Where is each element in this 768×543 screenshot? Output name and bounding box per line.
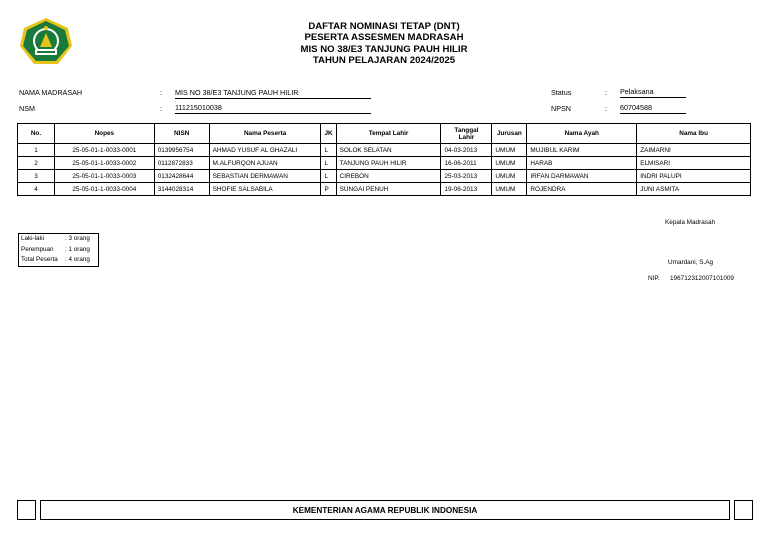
table-cell: UMUM [492, 183, 527, 196]
total-label: Total Peserta [21, 256, 58, 263]
table-cell: SUNGAI PENUH [336, 183, 441, 196]
title-line-3: MIS NO 38/E3 TANJUNG PAUH HILIR [300, 43, 468, 55]
table-cell: 25-05-01-1-0033-0004 [54, 183, 154, 196]
table-cell: 19-06-2013 [441, 183, 492, 196]
footer-left-box [17, 500, 36, 520]
female-count: : 1 orang [65, 245, 90, 253]
table-cell: INDRI PALUPI [637, 170, 751, 183]
summary-row-total [21, 255, 96, 266]
total-count: : 4 orang [65, 256, 90, 263]
table-cell: 4 [18, 183, 55, 196]
table-cell: ELMISARI [637, 157, 751, 170]
male-label: Laki-laki [21, 235, 45, 242]
column-header: JK [321, 124, 336, 144]
status-label: Status [551, 88, 572, 97]
kemenag-logo [18, 16, 74, 68]
summary-row-female [21, 245, 96, 256]
table-cell: UMUM [492, 170, 527, 183]
table-cell: 25-03-2013 [441, 170, 492, 183]
table-cell: IRFAN DARMAWAN [527, 170, 637, 183]
title-line-1: DAFTAR NOMINASI TETAP (DNT) [308, 21, 460, 32]
table-cell: L [321, 157, 336, 170]
nip-label: NIP. [648, 275, 660, 282]
document-title [230, 21, 538, 66]
table-cell: ROJENDRA [527, 183, 637, 196]
footer-text: KEMENTERIAN AGAMA REPUBLIK INDONESIA [292, 505, 478, 515]
colon: : [160, 104, 162, 113]
table-cell: 0132428644 [154, 170, 209, 183]
column-header: Nopes [54, 124, 154, 144]
nip-value: 196712312007101009 [670, 275, 734, 282]
table-row [18, 183, 751, 196]
table-cell: 16-06-2011 [441, 157, 492, 170]
title-line-4: TAHUN PELAJARAN 2024/2025 [312, 54, 456, 66]
table-cell: SOLOK SELATAN [336, 144, 441, 157]
table-row [18, 144, 751, 157]
table-cell: 25-05-01-1-0033-0003 [54, 170, 154, 183]
gender-summary-box [18, 233, 99, 267]
table-cell: 3 [18, 170, 55, 183]
column-header: NISN [154, 124, 209, 144]
male-count: : 3 orang [65, 235, 90, 242]
table-cell: SEBASTIAN DERMAWAN [209, 170, 321, 183]
table-cell: P [321, 183, 336, 196]
table-cell: 25-05-01-1-0033-0002 [54, 157, 154, 170]
table-row [18, 157, 751, 170]
column-header: Nama Ibu [637, 124, 751, 144]
table-header-row [18, 124, 751, 144]
npsn-label: NPSN [551, 104, 571, 113]
status-value: Pelaksana [620, 87, 686, 98]
table-cell: UMUM [492, 144, 527, 157]
footer-banner [40, 500, 730, 520]
colon: : [605, 104, 607, 113]
table-cell: M.ALFURQON AJUAN [209, 157, 321, 170]
table-cell: L [321, 170, 336, 183]
signature-name: Umardani, S.Ag [668, 259, 714, 266]
column-header: No. [18, 124, 55, 144]
table-cell: ZAIMARNI [637, 144, 751, 157]
participants-table [17, 123, 751, 196]
table-cell: 1 [18, 144, 55, 157]
table-cell: 0112872833 [154, 157, 209, 170]
column-header: Nama Peserta [209, 124, 321, 144]
column-header: Jurusan [492, 124, 527, 144]
table-cell: UMUM [492, 157, 527, 170]
table-cell: 3144028314 [154, 183, 209, 196]
table-cell: 25-05-01-1-0033-0001 [54, 144, 154, 157]
summary-row-male [21, 234, 96, 245]
table-cell: 04-03-2013 [441, 144, 492, 157]
table-cell: 0139956754 [154, 144, 209, 157]
table-cell: L [321, 144, 336, 157]
column-header: Nama Ayah [527, 124, 637, 144]
female-label: Perempuan [21, 245, 54, 253]
footer-right-box [734, 500, 753, 520]
table-cell: MUJIBUL KARIM [527, 144, 637, 157]
nama-madrasah-value: MIS NO 38/E3 TANJUNG PAUH HILIR [175, 88, 371, 99]
colon: : [605, 88, 607, 97]
table-row [18, 170, 751, 183]
table-cell: AHMAD YUSUF AL GHAZALI [209, 144, 321, 157]
title-line-2: PESERTA ASSESMEN MADRASAH [304, 32, 464, 44]
table-cell: JUNI ASMITA [637, 183, 751, 196]
nsm-label: NSM [19, 104, 35, 113]
nama-madrasah-label: NAMA MADRASAH [19, 88, 83, 97]
colon: : [160, 88, 162, 97]
column-header: Tanggal Lahir [441, 124, 492, 144]
column-header: Tempat Lahir [336, 124, 441, 144]
table-cell: TANJUNG PAUH HILIR [336, 157, 441, 170]
nsm-value: 111215010038 [175, 103, 371, 114]
table-cell: 2 [18, 157, 55, 170]
signature-role: Kepala Madrasah [665, 219, 716, 226]
npsn-value: 60704588 [620, 103, 686, 114]
table-cell: CIREBON [336, 170, 441, 183]
table-cell: SHOFIE SALSABILA [209, 183, 321, 196]
table-cell: HARAB [527, 157, 637, 170]
